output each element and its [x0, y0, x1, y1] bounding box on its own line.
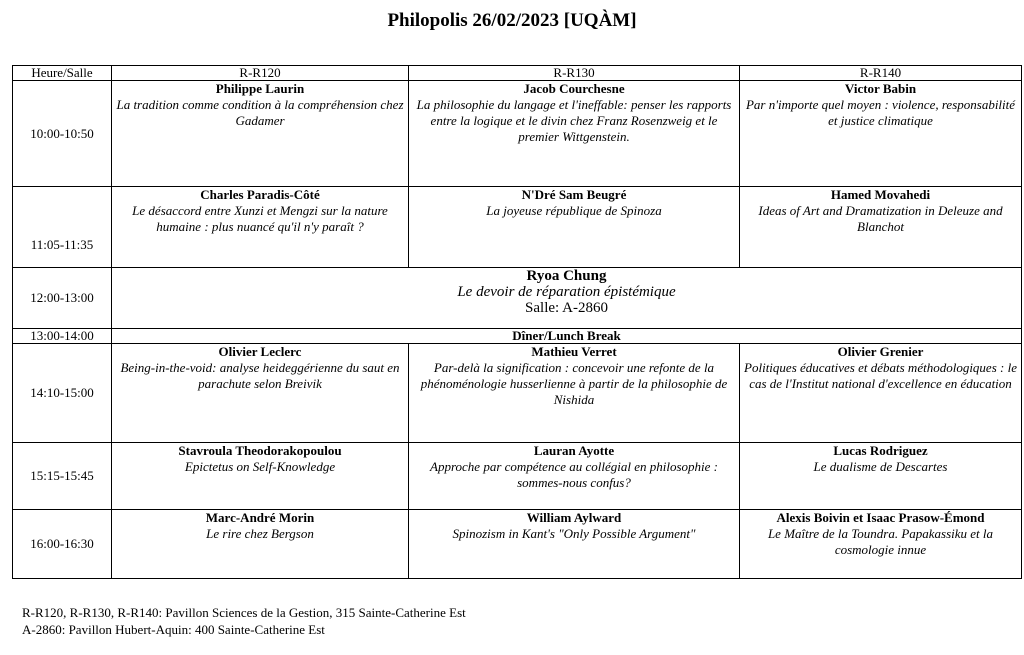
talk-title: Politiques éducatives et débats méthodologiques : le cas de l'Institut national d'excellence en éducation — [744, 360, 1017, 391]
talk-title: La joyeuse république de Spinoza — [486, 203, 662, 218]
speaker-name: Marc-André Morin — [205, 510, 315, 525]
time-slot: 14:10-15:00 — [13, 344, 112, 443]
talk-title: Approche par compétence au collégial en philosophie : sommes-nous confus? — [430, 459, 718, 490]
speaker-name: Stavroula Theodorakopoulou — [178, 443, 342, 458]
table-row — [13, 344, 1022, 443]
time-slot: 11:05-11:35 — [13, 187, 112, 268]
table-row — [13, 268, 1022, 329]
time-slot: 16:00-16:30 — [13, 510, 112, 579]
talk-title: Epictetus on Self-Knowledge — [184, 459, 336, 474]
talk-title: Le rire chez Bergson — [206, 526, 314, 541]
talk-title: Le Maître de la Toundra. Papakassiku et la cosmologie innue — [767, 526, 994, 557]
document-title: Philopolis 26/02/2023 [UQÀM] — [387, 10, 637, 31]
speaker-name: Charles Paradis-Côté — [200, 187, 320, 202]
table-row — [13, 510, 1022, 579]
header-time: Heure/Salle — [13, 66, 112, 81]
header-room-r130: R-R130 — [409, 66, 740, 81]
session-cell — [112, 344, 409, 443]
schedule-table — [12, 65, 1022, 579]
session-cell — [112, 81, 409, 187]
time-slot: 10:00-10:50 — [13, 81, 112, 187]
speaker-name: Victor Babin — [844, 81, 917, 96]
time-slot: 12:00-13:00 — [13, 268, 112, 329]
session-cell — [740, 443, 1022, 510]
session-cell — [740, 187, 1022, 268]
keynote-room: Salle: A-2860 — [525, 300, 608, 316]
session-cell — [740, 81, 1022, 187]
table-row — [13, 443, 1022, 510]
speaker-name: Philippe Laurin — [215, 81, 305, 96]
session-cell — [409, 443, 740, 510]
keynote-cell — [112, 268, 1022, 329]
talk-title: Le désaccord entre Xunzi et Mengzi sur la nature humaine : plus nuancé qu'il n'y paraît ? — [132, 203, 388, 234]
speaker-name: Lucas Rodriguez — [833, 443, 928, 458]
session-cell — [409, 81, 740, 187]
table-row — [13, 81, 1022, 187]
session-cell — [740, 344, 1022, 443]
session-cell — [409, 187, 740, 268]
talk-title: Le devoir de réparation épistémique — [457, 284, 676, 300]
speaker-name: Ryoa Chung — [526, 268, 607, 284]
lunch-break-cell: Dîner/Lunch Break — [112, 329, 1022, 344]
table-row — [13, 187, 1022, 268]
talk-title: La philosophie du langage et l'ineffable: penser les rapports entre la logique et le divin chez Franz Rosenzweig et le premier Wittgenstein. — [416, 97, 732, 144]
session-cell — [112, 187, 409, 268]
speaker-name: Olivier Grenier — [837, 344, 924, 359]
session-cell — [740, 510, 1022, 579]
speaker-name: Mathieu Verret — [531, 344, 617, 359]
footer-line-keynote-room: A-2860: Pavillon Hubert-Aquin: 400 Sainte-Catherine Est — [22, 622, 325, 637]
talk-title: Par-delà la signification : concevoir une refonte de la phénoménologie husserlienne à partir de la philosophie de Nishida — [420, 360, 728, 407]
header-row — [13, 66, 1022, 81]
session-cell — [112, 510, 409, 579]
footer-notes — [22, 604, 466, 638]
speaker-name: Jacob Courchesne — [523, 81, 625, 96]
header-room-r140: R-R140 — [740, 66, 1022, 81]
talk-title: La tradition comme condition à la compréhension chez Gadamer — [116, 97, 404, 128]
speaker-name: William Aylward — [526, 510, 622, 525]
session-cell — [112, 443, 409, 510]
speaker-name: N'Dré Sam Beugré — [521, 187, 627, 202]
talk-title: Being-in-the-void: analyse heideggérienne du saut en parachute selon Breivik — [120, 360, 400, 391]
table-row — [13, 329, 1022, 344]
talk-title: Ideas of Art and Dramatization in Deleuze and Blanchot — [758, 203, 1003, 234]
header-room-r120: R-R120 — [112, 66, 409, 81]
speaker-name: Alexis Boivin et Isaac Prasow-Émond — [776, 510, 985, 525]
talk-title: Spinozism in Kant's "Only Possible Argument" — [452, 526, 696, 541]
time-slot: 15:15-15:45 — [13, 443, 112, 510]
time-slot: 13:00-14:00 — [13, 329, 112, 344]
speaker-name: Olivier Leclerc — [218, 344, 302, 359]
footer-line-rooms: R-R120, R-R130, R-R140: Pavillon Sciences de la Gestion, 315 Sainte-Catherine Est — [22, 605, 466, 620]
session-cell — [409, 510, 740, 579]
speaker-name: Hamed Movahedi — [830, 187, 931, 202]
talk-title: Le dualisme de Descartes — [813, 459, 948, 474]
talk-title: Par n'importe quel moyen : violence, responsabilité et justice climatique — [745, 97, 1016, 128]
speaker-name: Lauran Ayotte — [533, 443, 615, 458]
session-cell — [409, 344, 740, 443]
